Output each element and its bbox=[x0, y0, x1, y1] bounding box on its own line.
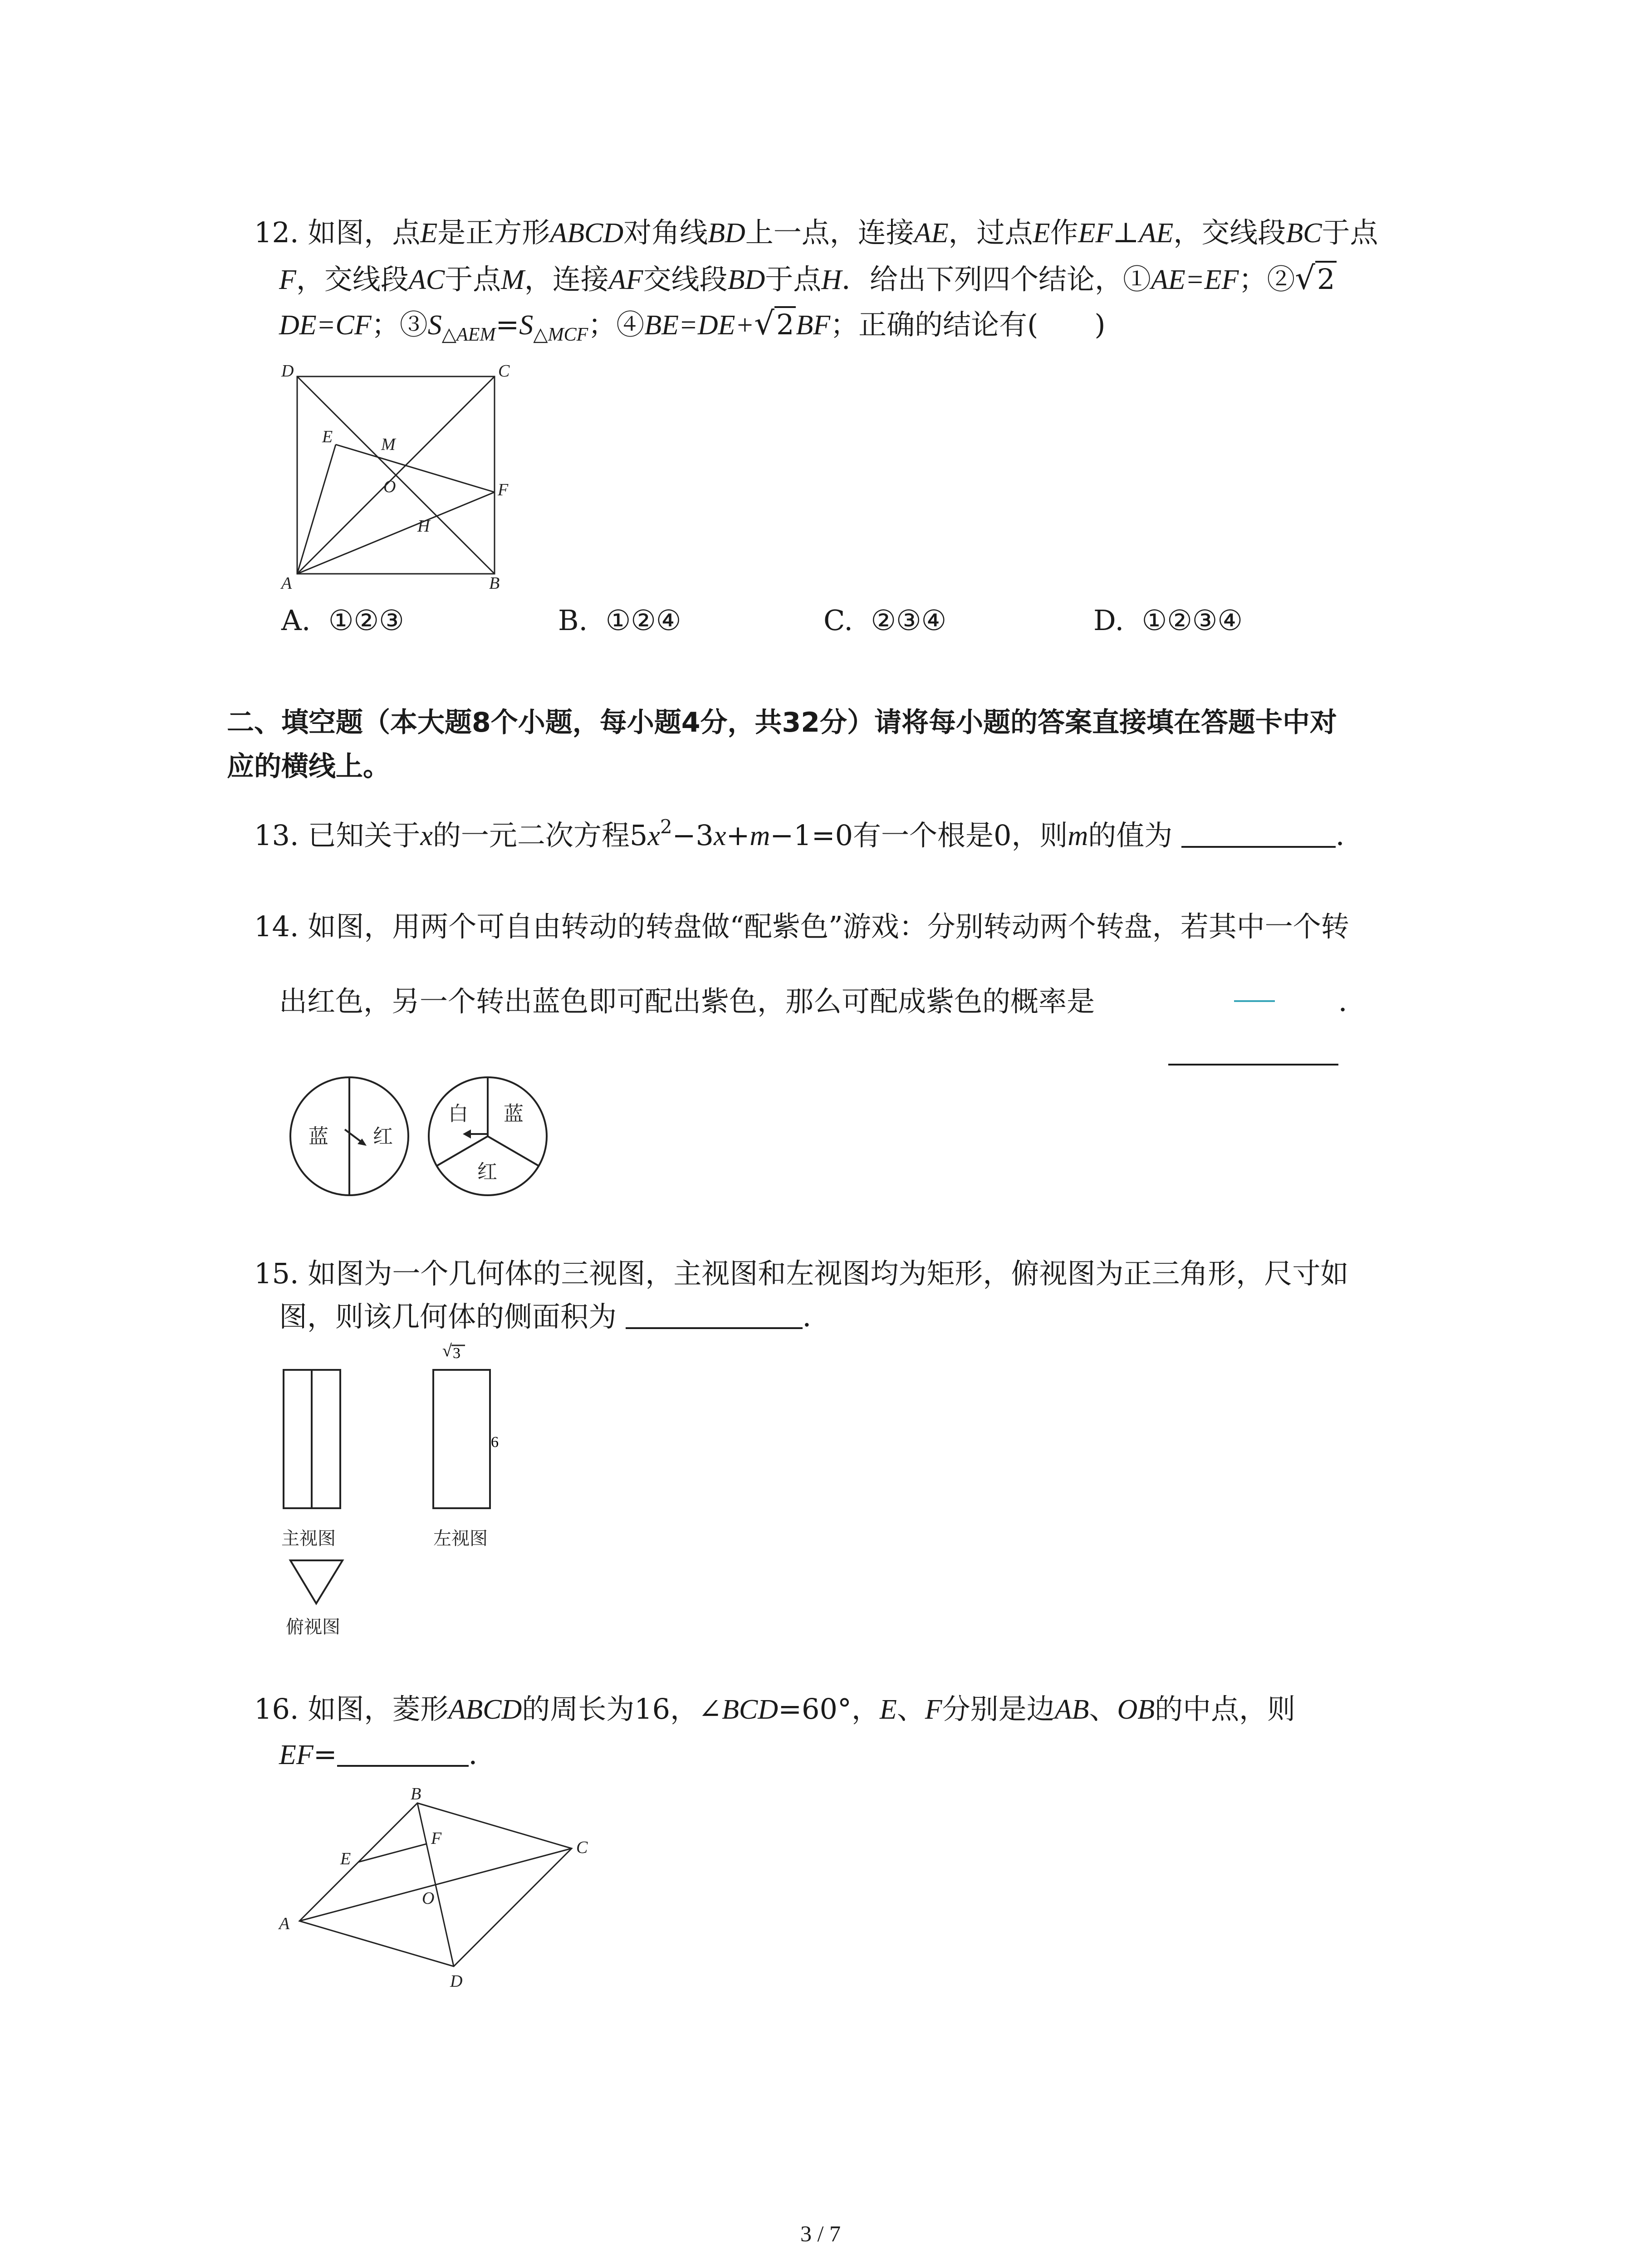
label-F: F bbox=[431, 1829, 442, 1848]
wheel2-red: 红 bbox=[477, 1160, 497, 1183]
q12-square-figure bbox=[272, 358, 526, 594]
left-view-rect bbox=[433, 1370, 490, 1508]
dim-height: 6 bbox=[491, 1434, 499, 1451]
q12-option-b[interactable]: B. ①②④ bbox=[558, 604, 681, 637]
label-A: A bbox=[279, 1914, 290, 1933]
q12-line2: F，交线段AC于点M，连接AF交线段BD于点H．给出下列四个结论，①AE=EF；②√2 bbox=[279, 259, 1337, 299]
q12-option-c[interactable]: C. ②③④ bbox=[823, 604, 947, 637]
q14-line1: 14. 如图，用两个可自由转动的转盘做“配紫色”游戏：分别转动两个转盘，若其中一个转 bbox=[254, 910, 1349, 943]
section2-heading-line2: 应的横线上。 bbox=[227, 751, 390, 782]
q15-three-views-figure bbox=[272, 1343, 544, 1651]
q14-line2: 出红色，另一个转出蓝色即可配出紫色，那么可配成紫色的概率是 bbox=[279, 985, 1095, 1018]
wheel2-white: 白 bbox=[448, 1102, 468, 1125]
q15-line2: 图，则该几何体的侧面积为 ． bbox=[279, 1300, 831, 1333]
label-M: M bbox=[381, 435, 396, 454]
wheel1-blue: 蓝 bbox=[309, 1125, 328, 1148]
sqrt-symbol: √ bbox=[442, 1343, 452, 1360]
q12-line3: DE=CF；$③S_{\triangle AEM}=S_{\triangle MCF}$；④BE=DE+√2BF；正确的结论有( ) bbox=[279, 305, 1106, 345]
q16-line2: EF= ． bbox=[279, 1738, 497, 1771]
q12-option-a[interactable]: A. ①②③ bbox=[281, 604, 404, 637]
q15-line1: 15. 如图为一个几何体的三视图，主视图和左视图均为矩形，俯视图为正三角形，尺寸如 bbox=[254, 1257, 1349, 1290]
q14-spinners-figure bbox=[277, 1070, 567, 1202]
front-view-label: 主视图 bbox=[281, 1528, 336, 1549]
q16-line1: 16. 如图，菱形ABCD的周长为16，∠BCD=60°，E、F分别是边AB、OB的中点，则 bbox=[254, 1692, 1296, 1725]
label-E: E bbox=[322, 427, 333, 446]
label-C: C bbox=[576, 1838, 588, 1857]
section2-heading-line1: 二、填空题（本大题8个小题，每小题4分，共32分）请将每小题的答案直接填在答题卡中对 bbox=[227, 707, 1337, 738]
page-number: 3 / 7 bbox=[800, 2221, 841, 2246]
label-D: D bbox=[281, 362, 294, 381]
label-O: O bbox=[422, 1889, 435, 1908]
label-O: O bbox=[383, 477, 396, 496]
wheel1-red: 红 bbox=[373, 1125, 393, 1148]
label-B: B bbox=[411, 1785, 421, 1804]
label-C: C bbox=[498, 362, 510, 381]
q12-line1: 12. 如图，点E是正方形ABCD对角线BD上一点，连接AE，过点E作EF⊥AE，交线段BC于点 bbox=[254, 216, 1378, 249]
label-B: B bbox=[489, 574, 500, 593]
label-A: A bbox=[281, 574, 292, 593]
label-H: H bbox=[417, 517, 430, 536]
q15-answer-blank[interactable] bbox=[626, 1300, 803, 1329]
label-D: D bbox=[450, 1972, 463, 1991]
sqrt-2: √2 bbox=[1295, 259, 1337, 299]
top-view-triangle bbox=[290, 1560, 343, 1603]
dim-width: 3 bbox=[453, 1345, 460, 1362]
q13-text: 13. 已知关于x的一元二次方程$5x^2-3x+m-1=0$有一个根是0，则m的值为 ． bbox=[254, 816, 1364, 852]
top-view-label: 俯视图 bbox=[286, 1617, 340, 1637]
left-view-label: 左视图 bbox=[433, 1528, 488, 1549]
label-E: E bbox=[340, 1849, 351, 1868]
q13-answer-blank[interactable] bbox=[1181, 819, 1336, 848]
q16-rhombus-figure bbox=[272, 1785, 617, 2003]
q14-answer-blank[interactable] bbox=[1168, 1064, 1338, 1066]
q14-fraction-bar bbox=[1234, 1000, 1275, 1002]
wheel2-blue: 蓝 bbox=[504, 1102, 524, 1125]
q12-option-d[interactable]: D. ①②③④ bbox=[1093, 604, 1243, 637]
sqrt-2b: √2 bbox=[754, 304, 796, 344]
label-F: F bbox=[498, 480, 509, 499]
q16-answer-blank[interactable] bbox=[337, 1738, 469, 1767]
q14-end: ． bbox=[1338, 985, 1367, 1018]
pointer-arrowhead-2 bbox=[463, 1129, 471, 1139]
